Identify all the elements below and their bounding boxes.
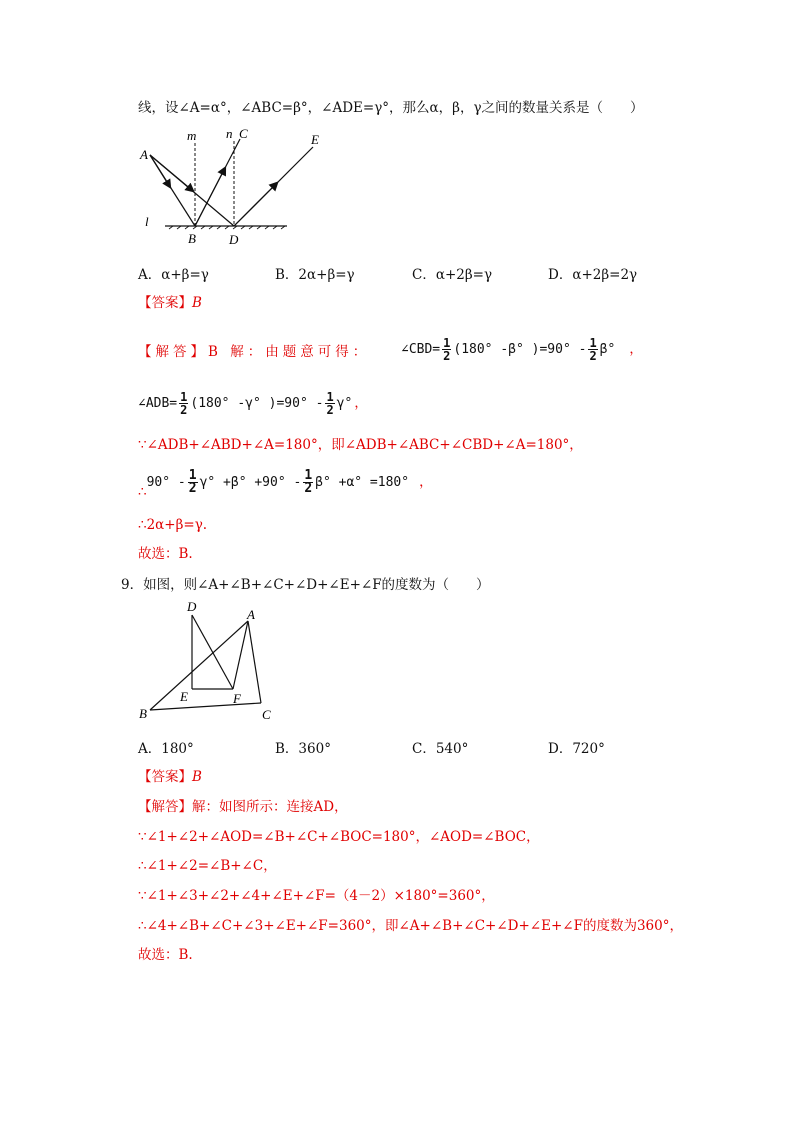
q9-answer <box>138 768 202 786</box>
label-D: D <box>229 232 239 247</box>
q8-option-d: D．α+2β=2γ <box>548 267 638 283</box>
q8-sol-line4: ∴90° - $\frac{1}{2}$ γ° +β° +90° - $\frac{1}{2}$ β° +α° =180° ， <box>138 468 433 500</box>
label-E: E <box>180 689 188 704</box>
q8-sol-line3: ∵∠ADB+∠ABD+∠A=180°，即∠ADB+∠ABC+∠CBD+∠A=180°， <box>138 437 583 453</box>
label-n: n <box>226 126 233 141</box>
label-B: B <box>139 706 147 721</box>
q8-option-a: A．α+β=γ <box>138 267 209 283</box>
label-A: A <box>140 147 148 162</box>
solution-label: 【解答】 <box>138 344 208 360</box>
label-E: E <box>311 132 319 147</box>
q8-sol-line6: 故选：B. <box>138 546 193 562</box>
answer-value: B <box>192 295 202 311</box>
q8-sol-line1: ∠CBD= $\frac{1}{2}$ (180° -β° )=90° - $\frac{1}{2}$ β° ， <box>401 336 643 363</box>
q9-figure <box>135 597 285 725</box>
label-l: l <box>145 214 149 229</box>
q8-answer <box>138 294 202 312</box>
q8-stem: 线，设∠A=α°，∠ABC=β°，∠ADE=γ°，那么α，β，γ之间的数量关系是（ ） <box>138 100 644 116</box>
label-C: C <box>262 707 271 722</box>
label-A: A <box>247 607 255 622</box>
q9-option-b: B．360° <box>275 741 331 757</box>
q9-option-a: A．180° <box>138 741 194 757</box>
q9-stem: 9．如图，则∠A+∠B+∠C+∠D+∠E+∠F的度数为（ ） <box>121 577 490 593</box>
q9-sol-line2: ∴∠1+∠2=∠B+∠C， <box>138 858 277 874</box>
answer-label: 【答案】 <box>138 769 192 785</box>
q9-option-d: D．720° <box>548 741 605 757</box>
q9-sol-line3: ∵∠1+∠3+∠2+∠4+∠E+∠F=（4－2）×180°=360°， <box>138 888 495 904</box>
q8-option-c: C．α+2β=γ <box>412 267 493 283</box>
label-m: m <box>187 128 197 143</box>
q9-sol-line5: 故选：B. <box>138 947 193 963</box>
q8-solution-intro: 【解答】B 解：由题意可得： <box>138 344 371 360</box>
label-D: D <box>187 599 197 614</box>
label-F: F <box>233 691 241 706</box>
q9-option-c: C．540° <box>412 741 469 757</box>
solution-label: 【解答】 <box>138 799 192 815</box>
q9-sol-line1: ∵∠1+∠2+∠AOD=∠B+∠C+∠BOC=180°，∠AOD=∠BOC， <box>138 829 540 845</box>
q8-sol-line2: ∠ADB= $\frac{1}{2}$ (180° -γ° )=90° - $\frac{1}{2}$ γ° ， <box>138 390 368 417</box>
q9-solution-intro: 【解答】解：如图所示：连接AD， <box>138 799 348 815</box>
label-B: B <box>188 231 196 246</box>
q8-sol-line5: ∴2α+β=γ. <box>138 517 208 533</box>
q8-option-b: B．2α+β=γ <box>275 267 355 283</box>
answer-label: 【答案】 <box>138 295 192 311</box>
q8-figure <box>135 125 335 250</box>
label-C: C <box>239 126 248 141</box>
answer-value: B <box>192 769 202 785</box>
q9-sol-line4: ∴∠4+∠B+∠C+∠3+∠E+∠F=360°，即∠A+∠B+∠C+∠D+∠E+∠F的度数为360°， <box>138 918 683 934</box>
